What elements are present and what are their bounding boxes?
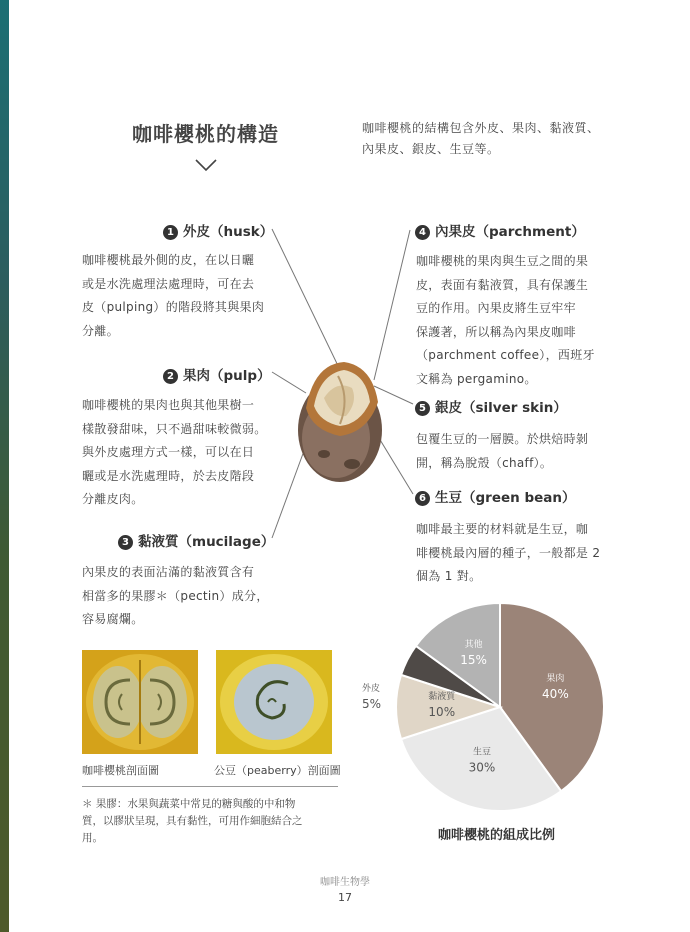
- section-heading-silver-skin: [415, 396, 567, 416]
- text-line: 皮，表面有黏液質，具有保護生: [416, 277, 589, 292]
- slice-label-1: 生豆: [472, 747, 492, 758]
- text-line: 咖啡最主要的材料就是生豆，咖: [416, 522, 589, 536]
- text-line: 咖啡櫻桃的果肉也與其他果樹一: [82, 398, 255, 412]
- section-heading-husk: [163, 220, 273, 240]
- section-heading-green-bean: [415, 486, 575, 506]
- heading-text: 內果皮（parchment）: [435, 224, 585, 240]
- slice-value-1: 30%: [468, 760, 496, 775]
- section-text-green-bean: [416, 518, 626, 589]
- footnote-line: 質，以膠狀呈現，具有黏性，可用作細胞結合之: [82, 815, 303, 827]
- section-text-pulp: [82, 394, 277, 512]
- cross-section-caption: 咖啡櫻桃剖面圖: [82, 764, 159, 777]
- section-number: 2: [163, 369, 178, 384]
- text-line: 容易腐爛。: [82, 612, 144, 626]
- section-number: 1: [163, 225, 178, 240]
- footnote: [82, 796, 338, 847]
- heading-text: 外皮（husk）: [183, 224, 274, 240]
- chart-title: 咖啡櫻桃的組成比例: [438, 828, 556, 843]
- intro-line: 內果皮、銀皮、生豆等。: [362, 142, 500, 156]
- slice-value-4: 15%: [460, 653, 487, 668]
- text-line: 相當多的果膠＊（pectin）成分，: [82, 588, 269, 603]
- footnote-line: ＊ 果膠：水果與蔬菜中常見的糖與酸的中和物: [82, 798, 296, 810]
- slice-value-3: 5%: [362, 697, 382, 711]
- section-number: 5: [415, 401, 430, 416]
- slice-label-3: 外皮: [362, 684, 381, 694]
- text-line: 內果皮的表面沾滿的黏液質含有: [82, 565, 255, 579]
- text-line: 個為 1 對。: [416, 569, 482, 583]
- section-text-mucilage: [82, 561, 282, 632]
- peaberry-caption: 公豆（peaberry）剖面圖: [214, 764, 341, 777]
- footnote-line: 用。: [82, 832, 103, 844]
- intro-line: 咖啡櫻桃的結構包含外皮、果肉、黏液質、: [362, 121, 600, 135]
- heading-text: 果肉（pulp）: [183, 368, 271, 384]
- text-line: 啡櫻桃最內層的種子，一般都是 2: [416, 545, 601, 560]
- coffee-cherry-illustration: [294, 358, 386, 484]
- slice-label-4: 其他: [464, 640, 483, 651]
- page-title: 咖啡櫻桃的構造: [132, 122, 279, 146]
- text-line: 分離皮肉。: [82, 492, 144, 506]
- slice-value-2: 10%: [428, 705, 456, 719]
- section-heading-parchment: [415, 220, 585, 240]
- slice-label-2: 黏液質: [428, 692, 456, 702]
- section-heading-pulp: [163, 364, 271, 384]
- text-line: 或是水洗處理法處理時，可在去: [82, 276, 255, 291]
- heading-text: 黏液質（mucilage）: [138, 534, 275, 550]
- text-line: 開，稱為脫殼（chaff）。: [416, 455, 553, 470]
- text-line: 文稱為 pergamino。: [416, 371, 537, 386]
- section-number: 6: [415, 491, 430, 506]
- slice-label-0: 果肉: [546, 674, 565, 685]
- section-text-husk: [82, 249, 277, 343]
- slice-value-0: 40%: [542, 687, 569, 702]
- cherry-cross-section-photo: [82, 650, 198, 754]
- composition-pie-chart: [356, 600, 616, 820]
- section-text-parchment: [416, 250, 620, 391]
- section-text-silver-skin: [416, 428, 620, 475]
- section-heading-mucilage: [118, 530, 274, 550]
- footnote-divider: [82, 786, 338, 787]
- text-line: 保護著，所以稱為內果皮咖啡: [416, 324, 576, 339]
- text-line: 樣散發甜味，只不過甜味較微弱。: [82, 421, 267, 436]
- heading-text: 生豆（green bean）: [435, 490, 576, 506]
- text-line: 包覆生豆的一層膜。於烘焙時剝: [416, 432, 589, 446]
- running-footer: 咖啡生物學: [320, 877, 370, 888]
- text-line: 分離。: [82, 323, 119, 338]
- text-line: 咖啡櫻桃最外側的皮，在以日曬: [82, 253, 255, 267]
- text-line: 與外皮處理方式一樣，可以在日: [82, 445, 255, 459]
- text-line: 咖啡櫻桃的果肉與生豆之間的果: [416, 254, 589, 268]
- page-number: 17: [338, 891, 352, 904]
- heading-text: 銀皮（silver skin）: [435, 400, 567, 416]
- text-line: 豆的作用。內果皮將生豆牢牢: [416, 301, 576, 315]
- text-line: 皮（pulping）的階段將其與果肉: [82, 300, 265, 314]
- section-number: 3: [118, 535, 133, 550]
- peaberry-cross-section-photo: [216, 650, 332, 754]
- text-line: 曬或是水洗處理時，於去皮階段: [82, 468, 255, 483]
- section-number: 4: [415, 225, 430, 240]
- text-line: （parchment coffee），西班牙: [416, 348, 595, 362]
